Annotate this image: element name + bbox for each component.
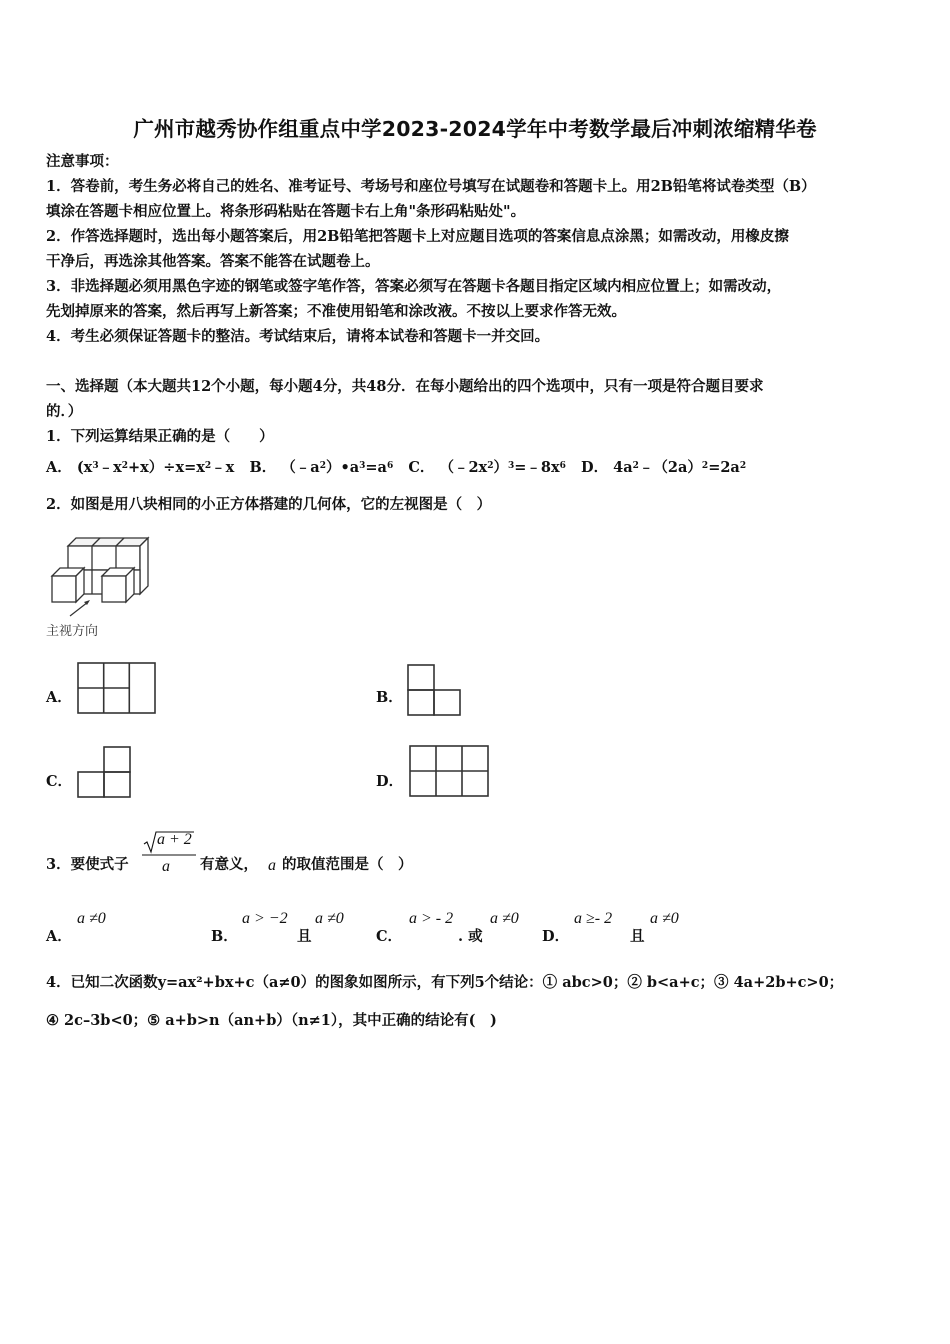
q2-option-b: B． bbox=[376, 689, 403, 706]
q3-option-a-label: A． bbox=[46, 928, 72, 945]
q3-option-d-expr1: a ≥- 2 bbox=[574, 910, 613, 927]
q3-option-c-expr2: a ≠0 bbox=[490, 910, 519, 927]
q4-line2: ④ 2c–3b<0；⑤ a+b>n（an+b）（n≠1），其中正确的结论有( ) bbox=[46, 1012, 497, 1029]
notice-line: 2．作答选择题时，选出每小题答案后，用2B铅笔把答题卡上对应题目选项的答案信息点涂黑；如需改动，用橡皮擦 bbox=[46, 228, 789, 245]
q3-option-b-label: B． bbox=[211, 928, 238, 945]
option-d-figure bbox=[409, 745, 491, 799]
q3-option-d-label: D． bbox=[542, 928, 570, 945]
q2-option-a: A． bbox=[46, 689, 72, 706]
q3-variable: a bbox=[268, 857, 276, 874]
q3-prefix: 3．要使式子 bbox=[46, 856, 129, 873]
q3-option-b-expr2: a ≠0 bbox=[315, 910, 344, 927]
section-heading: 一、选择题（本大题共12个小题，每小题4分，共48分．在每小题给出的四个选项中，只有一项是符合题目要求 bbox=[46, 378, 764, 395]
notice-line: 3．非选择题必须用黑色字迹的钢笔或签字笔作答，答案必须写在答题卡各题目指定区域内相应位置上；如需改动， bbox=[46, 278, 782, 295]
q3-suffix: 的取值范围是（ ） bbox=[282, 856, 413, 873]
option-b-figure bbox=[407, 664, 463, 718]
notice-line: 1．答卷前，考生务必将自己的姓名、准考证号、考场号和座位号填写在试题卷和答题卡上。用2B铅笔将试卷类型（B） bbox=[46, 178, 816, 195]
q3-option-b-and: 且 bbox=[297, 928, 312, 945]
q3-option-a-expr: a ≠0 bbox=[77, 910, 106, 927]
notice-line: 干净后，再选涂其他答案。答案不能答在试题卷上。 bbox=[46, 253, 380, 270]
q1-option-d-label: D． bbox=[581, 459, 609, 476]
q2-option-c: C． bbox=[46, 773, 73, 790]
q3-option-c-expr1: a > - 2 bbox=[409, 910, 454, 927]
section-heading-cont: 的．） bbox=[46, 403, 83, 420]
q2-option-d: D． bbox=[376, 773, 404, 790]
q3-option-d-and: 且 bbox=[630, 928, 645, 945]
option-c-figure bbox=[77, 746, 133, 800]
q1-stem: 1．下列运算结果正确的是（ ） bbox=[46, 428, 274, 445]
q2-stem: 2．如图是用八块相同的小正方体搭建的几何体，它的左视图是（ ） bbox=[46, 496, 492, 513]
q1-option-b-label: B． bbox=[249, 459, 277, 476]
notice-line: 先划掉原来的答案，然后再写上新答案；不准使用铅笔和涂改液。不按以上要求作答无效。 bbox=[46, 303, 626, 320]
q1-options: A． $(x^3﹣x^2+x)\div x=x^2﹣x$ B． $(﹣a^2)•a^3=a^6$ C． $(﹣2x^2)^3=﹣8x^6$ D． $4a^2﹣(2a)^2=2a^2$ bbox=[46, 459, 747, 476]
notice-line: 填涂在答题卡相应位置上。将条形码粘贴在答题卡右上角"条形码粘贴处"。 bbox=[46, 203, 526, 220]
cube-figure bbox=[46, 530, 166, 620]
page-title: 广州市越秀协作组重点中学2023-2024学年中考数学最后冲刺浓缩精华卷 bbox=[133, 117, 817, 141]
q1-option-a-label: A． bbox=[46, 459, 72, 476]
q3-middle: 有意义， bbox=[200, 856, 258, 873]
q3-denominator: a bbox=[162, 858, 170, 875]
figure-caption: 主视方向 bbox=[46, 624, 99, 639]
q1-option-c-label: C． bbox=[408, 459, 435, 476]
option-a-figure bbox=[77, 662, 157, 716]
notice-heading: 注意事项： bbox=[46, 153, 119, 170]
q3-numerator: a + 2 bbox=[157, 831, 192, 848]
q3-option-c-label: C． bbox=[376, 928, 403, 945]
q3-option-c-or: . 或 bbox=[458, 928, 483, 945]
notice-line: 4．考生必须保证答题卡的整洁。考试结束后，请将本试卷和答题卡一并交回。 bbox=[46, 328, 550, 345]
q4-line1: 4．已知二次函数y=ax²+bx+c（a≠0）的图象如图所示，有下列5个结论：① abc>0；② b<a+c；③ 4a+2b+c>0； bbox=[46, 974, 844, 991]
q3-option-b-expr1: a > −2 bbox=[242, 910, 288, 927]
q3-option-d-expr2: a ≠0 bbox=[650, 910, 679, 927]
